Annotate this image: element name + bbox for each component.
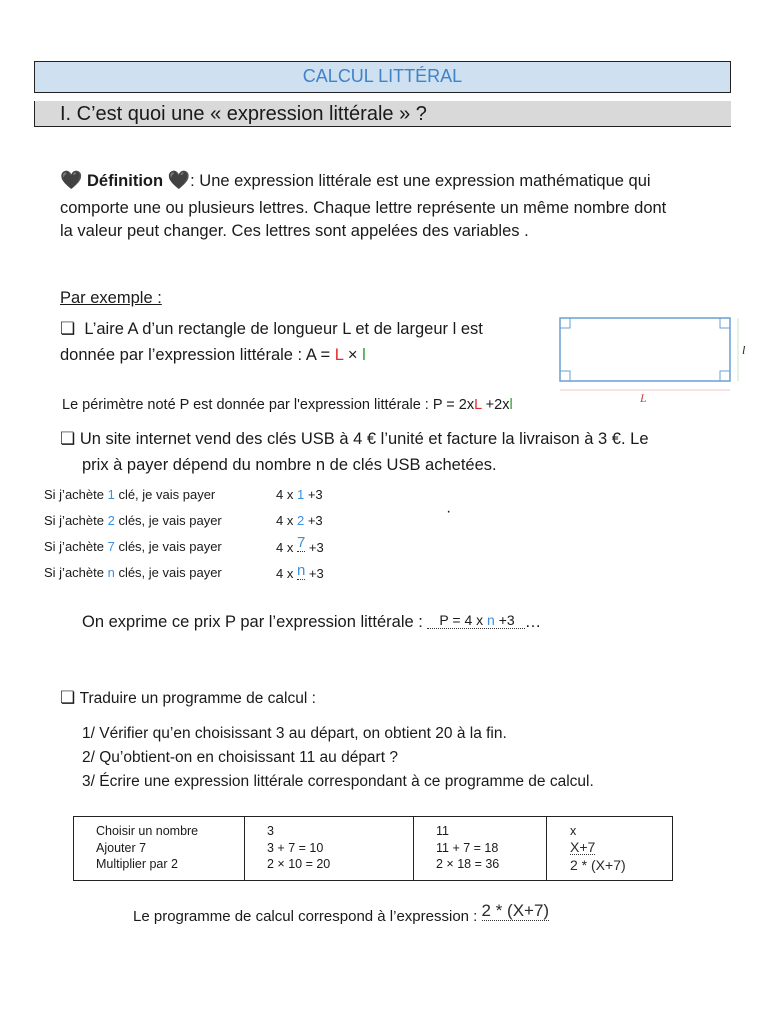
section-title: I. C’est quoi une « expression littérale » ?: [60, 103, 427, 125]
table-column: Choisir un nombre Ajouter 7 Multiplier par 2: [74, 817, 245, 881]
usb-line-1: [60, 426, 649, 452]
question-1: 1/ Vérifier qu’en choisissant 3 au départ, on obtient 20 à la fin.: [82, 725, 507, 742]
document-title: CALCUL LITTÉRAL: [34, 61, 731, 93]
usb-row-expr: 4 x 1 +3: [276, 487, 323, 502]
rect-text-1: L’aire A d’un rectangle de longueur L et de largeur l est: [84, 320, 483, 338]
checkbox-bullet-icon: ❏: [60, 688, 76, 707]
usb-row-expr: 4 x n +3: [276, 562, 324, 581]
usb-text-1: Un site internet vend des clés USB à 4 € l’unité et facture la livraison à 3 €. Le: [79, 430, 649, 448]
definition-label: Définition: [87, 172, 164, 190]
checkbox-bullet-icon: ❏: [60, 319, 76, 338]
length-var: L: [334, 346, 344, 364]
table-column: 11 11 + 7 = 18 2 × 18 = 36: [414, 817, 547, 881]
usb-row: Si j’achète 1 clé, je vais payer: [44, 487, 216, 502]
definition-line-1: [60, 167, 651, 194]
definition-line-3: la valeur peut changer. Ces lettres sont appelées des variables .: [60, 222, 529, 240]
figure-length-label: L: [640, 391, 647, 405]
conclusion-line: [133, 901, 550, 926]
price-expression-text: On exprime ce prix P par l’expression littérale :: [82, 613, 428, 631]
perimeter-middle: +2x: [481, 397, 510, 413]
perimeter-L: L: [474, 397, 482, 413]
width-var: l: [362, 346, 366, 364]
price-expression-line: On exprime ce prix P par l’expression littérale : P = 4 x n +3 …: [82, 612, 542, 631]
black-heart-icon: 🖤: [167, 170, 191, 190]
perimeter-l: l: [509, 397, 513, 413]
times-sign: ×: [343, 346, 363, 364]
definition-text: : Une expression littérale est une expression mathématique qui: [190, 172, 651, 190]
conclusion-answer: 2 * (X+7): [481, 901, 550, 920]
conclusion-text: Le programme de calcul correspond à l’expression :: [133, 908, 482, 925]
table-column: 3 3 + 7 = 10 2 × 10 = 20: [245, 817, 414, 881]
black-heart-icon: 🖤: [60, 170, 83, 190]
rect-line-2: [60, 342, 366, 368]
checkbox-bullet-icon: ❏: [60, 429, 76, 448]
perimeter-text: Le périmètre noté P est donnée par l'expression littérale : P = 2x: [62, 397, 475, 413]
rectangle-figure: [550, 308, 755, 408]
table-column: x X+7 2 * (X+7): [547, 817, 673, 881]
perimeter-line: [62, 397, 513, 413]
stray-dot: ·: [446, 503, 452, 520]
rect-text-2: donnée par l’expression littérale : A =: [60, 346, 335, 364]
program-heading-line: [60, 685, 316, 712]
figure-width-label: l: [742, 343, 746, 357]
examples-heading: Par exemple :: [60, 289, 162, 307]
question-3: 3/ Écrire une expression littérale correspondant à ce programme de calcul.: [82, 773, 594, 790]
price-expression-answer: P = 4 x n +3: [427, 612, 524, 629]
usb-row-expr: 4 x 7 +3: [276, 534, 324, 555]
usb-row: Si j’achète n clés, je vais payer: [44, 565, 222, 580]
usb-row: Si j’achète 7 clés, je vais payer: [44, 539, 222, 554]
usb-row-expr: 4 x 2 +3: [276, 513, 323, 528]
program-table: [73, 816, 673, 881]
question-2: 2/ Qu’obtient-on en choisissant 11 au départ ?: [82, 749, 398, 766]
usb-line-2: prix à payer dépend du nombre n de clés USB achetées.: [82, 456, 497, 474]
rect-line-1: [60, 316, 483, 342]
usb-row: Si j’achète 2 clés, je vais payer: [44, 513, 222, 528]
definition-line-2: comporte une ou plusieurs lettres. Chaque lettre représente un même nombre dont: [60, 199, 667, 217]
program-heading: Traduire un programme de calcul :: [79, 690, 316, 707]
